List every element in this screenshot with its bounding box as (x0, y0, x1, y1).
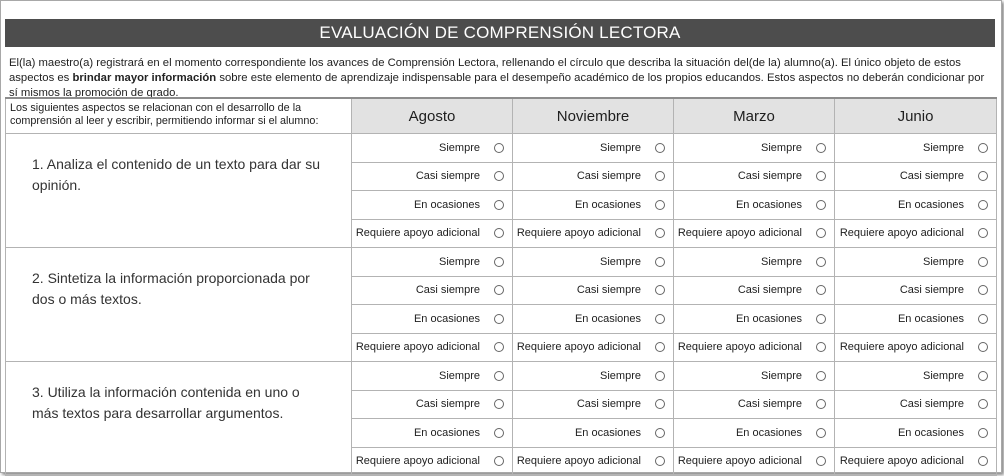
option-label: Siempre (600, 369, 641, 382)
option-cell-content (674, 362, 834, 390)
option-label: Requiere apoyo adicional (839, 227, 964, 240)
option-cell-content (352, 448, 512, 476)
option-label: Casi siempre (737, 284, 802, 297)
option-cell (352, 191, 513, 220)
option-cell-content (513, 220, 673, 248)
option-cell (835, 248, 997, 277)
option-label: Siempre (600, 141, 641, 154)
option-cell-content (352, 334, 512, 362)
option-label: En ocasiones (897, 426, 964, 439)
option-label: Siempre (761, 369, 802, 382)
option-label: Casi siempre (415, 284, 480, 297)
radio-circle[interactable] (816, 257, 826, 267)
option-cell-content (352, 191, 512, 219)
option-cell-content (513, 248, 673, 276)
option-cell (352, 276, 513, 305)
radio-circle[interactable] (494, 143, 504, 153)
option-cell (674, 447, 835, 476)
option-label: En ocasiones (574, 426, 641, 439)
option-cell (835, 419, 997, 448)
option-label: En ocasiones (735, 426, 802, 439)
option-cell (835, 219, 997, 248)
aspect-text-2: 2. Sintetiza la información proporcionada por dos o más textos. (6, 248, 352, 362)
option-cell-content (352, 391, 512, 419)
option-label: En ocasiones (735, 312, 802, 325)
radio-circle[interactable] (494, 257, 504, 267)
radio-circle[interactable] (655, 257, 665, 267)
option-label: Siempre (923, 255, 964, 268)
option-cell-content (513, 305, 673, 333)
radio-circle[interactable] (494, 228, 504, 238)
option-cell-content (674, 391, 834, 419)
option-label: En ocasiones (897, 198, 964, 211)
radio-circle[interactable] (978, 399, 988, 409)
option-cell (835, 162, 997, 191)
radio-circle[interactable] (816, 171, 826, 181)
table-row (6, 248, 997, 277)
option-cell (352, 305, 513, 334)
option-cell-content (674, 305, 834, 333)
option-label: Requiere apoyo adicional (839, 341, 964, 354)
option-cell (674, 162, 835, 191)
option-cell (835, 333, 997, 362)
radio-circle[interactable] (655, 456, 665, 466)
option-cell-content (674, 220, 834, 248)
option-label: En ocasiones (413, 312, 480, 325)
radio-circle[interactable] (978, 228, 988, 238)
radio-circle[interactable] (978, 171, 988, 181)
radio-circle[interactable] (816, 228, 826, 238)
option-cell-content (352, 248, 512, 276)
option-cell-content (674, 191, 834, 219)
radio-circle[interactable] (494, 285, 504, 295)
option-cell-content (835, 362, 996, 390)
radio-circle[interactable] (816, 371, 826, 381)
option-cell (674, 191, 835, 220)
option-cell (352, 219, 513, 248)
radio-circle[interactable] (816, 399, 826, 409)
radio-circle[interactable] (816, 285, 826, 295)
option-cell-content (513, 362, 673, 390)
option-cell (513, 162, 674, 191)
option-cell-content (674, 334, 834, 362)
option-cell-content (835, 191, 996, 219)
option-cell-content (513, 134, 673, 162)
option-cell (513, 362, 674, 391)
option-cell (835, 362, 997, 391)
option-label: En ocasiones (413, 198, 480, 211)
option-label: En ocasiones (735, 198, 802, 211)
option-cell-content (513, 448, 673, 476)
option-label: Casi siempre (415, 170, 480, 183)
option-cell-content (352, 220, 512, 248)
option-label: Siempre (761, 141, 802, 154)
option-cell-content (835, 419, 996, 447)
option-cell (835, 134, 997, 163)
option-label: Casi siempre (415, 398, 480, 411)
month-header-noviembre: Noviembre (513, 98, 674, 134)
option-label: Casi siempre (576, 284, 641, 297)
month-header-agosto: Agosto (352, 98, 513, 134)
radio-circle[interactable] (978, 314, 988, 324)
option-label: Requiere apoyo adicional (516, 455, 641, 468)
option-cell (835, 390, 997, 419)
option-label: En ocasiones (897, 312, 964, 325)
option-cell (513, 333, 674, 362)
option-label: Casi siempre (576, 170, 641, 183)
evaluation-table (5, 97, 997, 476)
radio-circle[interactable] (494, 200, 504, 210)
radio-circle[interactable] (655, 200, 665, 210)
table-row (6, 134, 997, 163)
option-label: Siempre (600, 255, 641, 268)
option-cell-content (513, 163, 673, 191)
option-cell (674, 419, 835, 448)
radio-circle[interactable] (816, 314, 826, 324)
radio-circle[interactable] (978, 342, 988, 352)
month-header-marzo: Marzo (674, 98, 835, 134)
option-label: Requiere apoyo adicional (516, 341, 641, 354)
option-label: Siempre (923, 141, 964, 154)
table-header-description: Los siguientes aspectos se relacionan con el desarrollo de la comprensión al leer y escribir, permitiendo informar si el alumno: (6, 98, 352, 134)
form-title: EVALUACIÓN DE COMPRENSIÓN LECTORA (5, 19, 995, 47)
option-cell (352, 362, 513, 391)
option-cell (513, 191, 674, 220)
radio-circle[interactable] (816, 200, 826, 210)
radio-circle[interactable] (494, 371, 504, 381)
option-cell-content (352, 134, 512, 162)
radio-circle[interactable] (655, 428, 665, 438)
option-label: Casi siempre (899, 398, 964, 411)
option-cell (835, 276, 997, 305)
option-cell (835, 447, 997, 476)
option-label: Requiere apoyo adicional (677, 341, 802, 354)
option-cell-content (835, 448, 996, 476)
option-cell-content (352, 305, 512, 333)
option-cell (835, 191, 997, 220)
option-cell-content (513, 191, 673, 219)
radio-circle[interactable] (816, 342, 826, 352)
option-cell (513, 276, 674, 305)
option-cell (352, 248, 513, 277)
option-cell (674, 333, 835, 362)
option-cell-content (513, 391, 673, 419)
option-cell-content (674, 134, 834, 162)
radio-circle[interactable] (655, 399, 665, 409)
option-label: En ocasiones (574, 198, 641, 211)
aspect-text-3: 3. Utiliza la información contenida en uno o más textos para desarrollar argumentos. (6, 362, 352, 476)
option-cell-content (835, 220, 996, 248)
option-cell (513, 447, 674, 476)
option-label: Siempre (439, 141, 480, 154)
option-cell-content (513, 277, 673, 305)
table-row (6, 362, 997, 391)
radio-circle[interactable] (978, 456, 988, 466)
radio-circle[interactable] (816, 428, 826, 438)
option-cell-content (513, 334, 673, 362)
option-cell-content (352, 362, 512, 390)
option-cell (352, 134, 513, 163)
radio-circle[interactable] (494, 428, 504, 438)
option-cell-content (835, 134, 996, 162)
option-cell-content (835, 391, 996, 419)
option-cell-content (674, 248, 834, 276)
option-label: Requiere apoyo adicional (839, 455, 964, 468)
option-cell (674, 390, 835, 419)
option-cell-content (835, 248, 996, 276)
radio-circle[interactable] (655, 285, 665, 295)
option-label: Requiere apoyo adicional (516, 227, 641, 240)
option-cell (674, 362, 835, 391)
option-cell (513, 419, 674, 448)
radio-circle[interactable] (978, 428, 988, 438)
option-label: Siempre (439, 369, 480, 382)
option-cell (513, 390, 674, 419)
option-label: Siempre (761, 255, 802, 268)
option-cell-content (674, 163, 834, 191)
option-cell-content (352, 419, 512, 447)
intro-text (9, 56, 993, 101)
option-label: Casi siempre (899, 284, 964, 297)
radio-circle[interactable] (978, 371, 988, 381)
radio-circle[interactable] (655, 143, 665, 153)
radio-circle[interactable] (494, 342, 504, 352)
option-label: Requiere apoyo adicional (355, 227, 480, 240)
option-label: Casi siempre (737, 398, 802, 411)
radio-circle[interactable] (494, 456, 504, 466)
radio-circle[interactable] (655, 171, 665, 181)
option-cell-content (835, 305, 996, 333)
option-cell (674, 305, 835, 334)
option-label: En ocasiones (413, 426, 480, 439)
option-label: Casi siempre (737, 170, 802, 183)
intro-text-bold: brindar mayor información (72, 72, 217, 84)
option-label: Casi siempre (576, 398, 641, 411)
option-cell-content (352, 163, 512, 191)
option-cell-content (835, 334, 996, 362)
option-label: Requiere apoyo adicional (677, 227, 802, 240)
radio-circle[interactable] (655, 371, 665, 381)
option-cell (352, 390, 513, 419)
option-cell-content (674, 448, 834, 476)
radio-circle[interactable] (978, 200, 988, 210)
option-cell (674, 134, 835, 163)
radio-circle[interactable] (494, 171, 504, 181)
option-cell (352, 447, 513, 476)
option-cell (513, 248, 674, 277)
radio-circle[interactable] (816, 143, 826, 153)
radio-circle[interactable] (978, 285, 988, 295)
option-label: Siempre (923, 369, 964, 382)
radio-circle[interactable] (655, 342, 665, 352)
month-header-junio: Junio (835, 98, 997, 134)
option-cell-content (513, 419, 673, 447)
option-cell (352, 162, 513, 191)
option-cell (674, 219, 835, 248)
option-label: Siempre (439, 255, 480, 268)
radio-circle[interactable] (494, 314, 504, 324)
option-cell-content (835, 163, 996, 191)
radio-circle[interactable] (494, 399, 504, 409)
intro-text-part1: El(la) maestro(a) registrará en el momento correspondiente los avances de Comprensión Lectora, rellenando el círculo que describa la situación del(de la) alumno(a). El único objeto de estos aspectos es (9, 57, 961, 84)
radio-circle[interactable] (978, 257, 988, 267)
radio-circle[interactable] (655, 228, 665, 238)
option-cell-content (674, 419, 834, 447)
option-cell (835, 305, 997, 334)
aspect-text-1: 1. Analiza el contenido de un texto para dar su opinión. (6, 134, 352, 248)
intro-text-part2: sobre este elemento de aprendizaje indispensable para el desempeño académico de los propios educandos. Estos aspectos no deberán condicionar por sí mismos la promoción de grado. (9, 72, 985, 99)
option-label: Casi siempre (899, 170, 964, 183)
radio-circle[interactable] (655, 314, 665, 324)
radio-circle[interactable] (816, 456, 826, 466)
option-cell (513, 305, 674, 334)
option-cell (352, 419, 513, 448)
option-label: Requiere apoyo adicional (677, 455, 802, 468)
option-cell (352, 333, 513, 362)
option-cell (674, 276, 835, 305)
option-label: En ocasiones (574, 312, 641, 325)
option-label: Requiere apoyo adicional (355, 341, 480, 354)
radio-circle[interactable] (978, 143, 988, 153)
option-cell (513, 134, 674, 163)
option-cell-content (352, 277, 512, 305)
option-cell (674, 248, 835, 277)
option-cell-content (835, 277, 996, 305)
option-cell-content (674, 277, 834, 305)
option-cell (513, 219, 674, 248)
option-label: Requiere apoyo adicional (355, 455, 480, 468)
